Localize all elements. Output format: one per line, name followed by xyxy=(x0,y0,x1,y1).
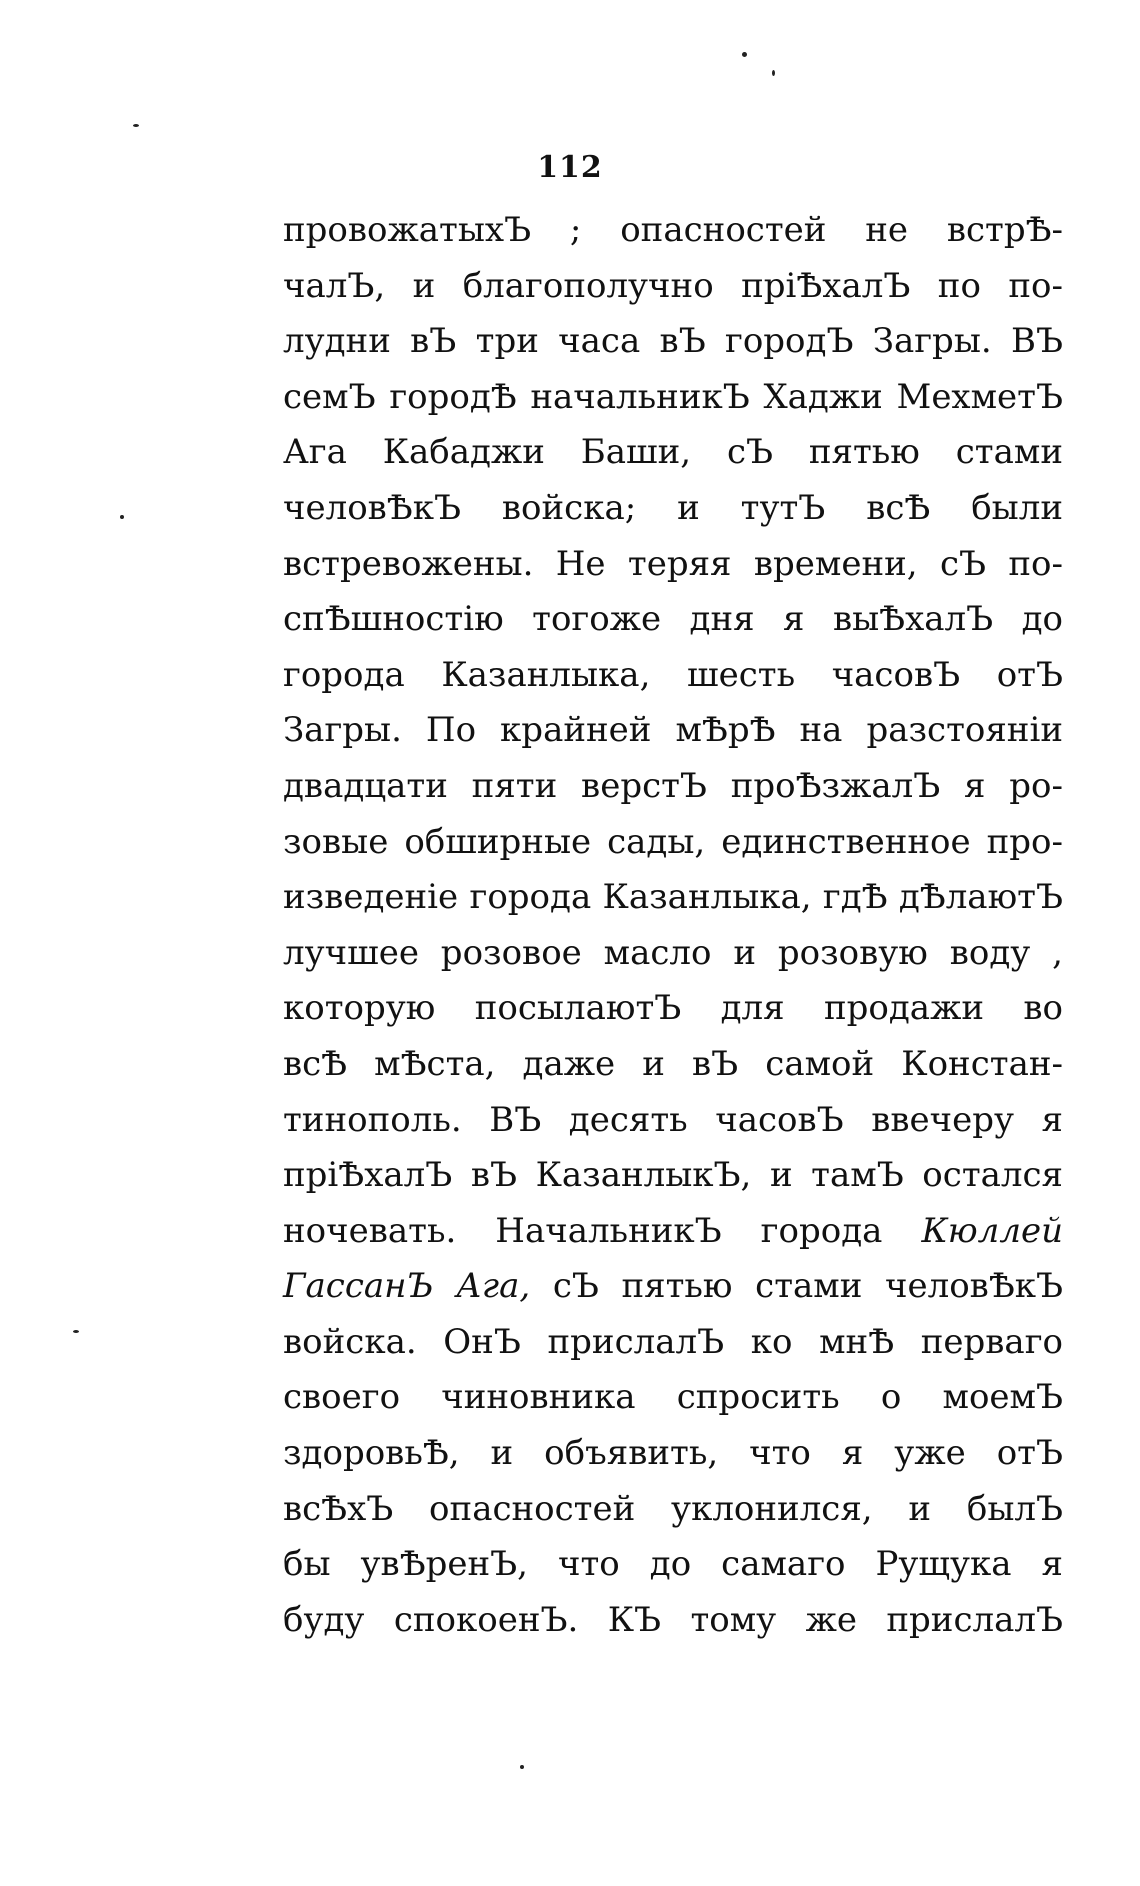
text-line: лучшее розовое масло и розовую воду , xyxy=(283,932,1063,973)
text-line: встревожены. Не теряя времени, сЪ по- xyxy=(283,543,1063,584)
text-line-mixed xyxy=(283,1204,1063,1260)
text-line: провожатыхЪ ; опасностей не встрѢ- xyxy=(283,210,1063,250)
text-line-rest: сЪ пятью стами человѢкЪ xyxy=(530,1266,1063,1307)
text-line: Ага Кабаджи Баши, сЪ пятью стами xyxy=(283,432,1063,473)
italic-name: ГассанЪ Ага, xyxy=(283,1266,531,1307)
text-line: войска. ОнЪ прислалЪ ко мнѢ перваго xyxy=(283,1321,1063,1362)
text-line: зовые обширные сады, единственное про- xyxy=(283,821,1063,862)
scan-speck xyxy=(73,1330,79,1333)
text-line: прiѢхалЪ вЪ КазанлыкЪ, и тамЪ остался xyxy=(283,1155,1063,1196)
body-text xyxy=(283,203,1063,1648)
text-line: здоровьѢ, и объявить, что я уже отЪ xyxy=(283,1433,1063,1474)
text-line: всѢхЪ опасностей уклонился, и былЪ xyxy=(283,1488,1063,1529)
scan-speck xyxy=(120,515,124,519)
text-line: буду спокоенЪ. КЪ тому же прислалЪ xyxy=(283,1599,1063,1640)
text-line: лудни вЪ три часа вЪ городЪ Загры. ВЪ xyxy=(283,321,1063,362)
text-line-mixed xyxy=(283,1259,1063,1315)
text-line: двадцати пяти верстЪ проѢзжалЪ я ро- xyxy=(283,765,1063,806)
text-line: тинополь. ВЪ десять часовЪ ввечеру я xyxy=(283,1099,1063,1140)
text-line: семЪ городѢ начальникЪ Хаджи МехметЪ xyxy=(283,376,1063,417)
text-line: которую посылаютЪ для продажи во xyxy=(283,988,1063,1029)
text-line: всѢ мѢста, даже и вЪ самой Констан- xyxy=(283,1043,1063,1084)
text-line: человѢкЪ войска; и тутЪ всѢ были xyxy=(283,487,1063,528)
text-line: города Казанлыка, шесть часовЪ отЪ xyxy=(283,654,1063,695)
text-line: чалЪ, и благополучно прiѢхалЪ по по- xyxy=(283,265,1063,306)
scan-speck xyxy=(742,52,747,57)
text-line: спѢшностiю тогоже дня я выѢхалЪ до xyxy=(283,599,1063,640)
text-line: Загры. По крайней мѢрѢ на разстоянiи xyxy=(283,710,1063,751)
scan-speck xyxy=(520,1765,524,1769)
text-line: бы увѢренЪ, что до самаго Рущука я xyxy=(283,1544,1063,1585)
scan-speck xyxy=(133,124,139,127)
italic-name: Кюллей xyxy=(921,1210,1063,1251)
text-line: изведенiе города Казанлыка, гдѢ дѢлаютЪ xyxy=(283,877,1063,918)
text-line-start: ночевать. НачальникЪ города xyxy=(283,1210,883,1251)
scan-speck xyxy=(772,70,775,76)
page-number: 112 xyxy=(537,150,603,185)
text-line: своего чиновника спросить о моемЪ xyxy=(283,1377,1063,1418)
